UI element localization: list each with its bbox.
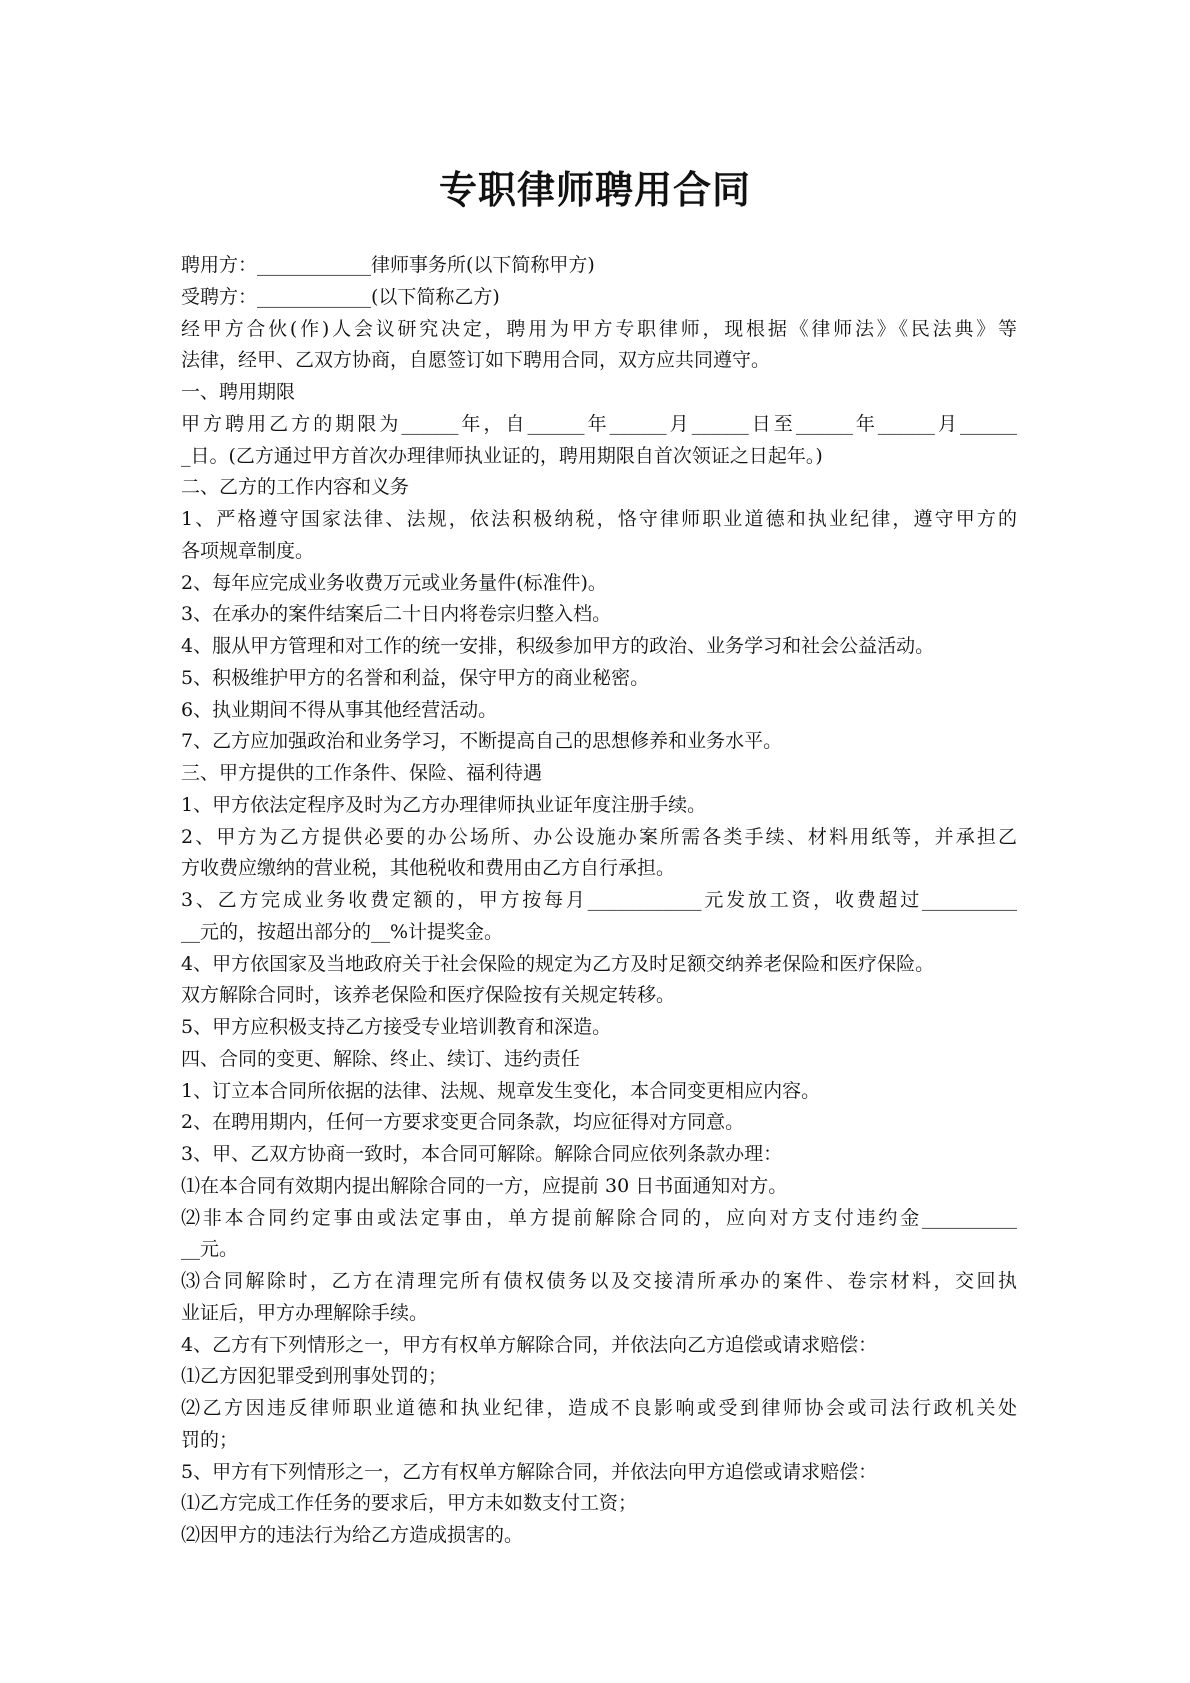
- paragraph-line: 3、乙方完成业务收费定额的，甲方按每月____________元发放工资，收费超过__________: [181, 889, 1017, 911]
- paragraph-line: ⑵非本合同约定事由或法定事由，单方提前解除合同的，应向对方支付违约金__________: [181, 1206, 1017, 1229]
- paragraph-line: 法律，经甲、乙双方协商，自愿签订如下聘用合同，双方应共同遵守。: [181, 349, 771, 372]
- paragraph-line: 甲方聘用乙方的期限为______年，自______年______月______日至______年______月______: [181, 412, 1017, 435]
- paragraph-line: 1、甲方依法定程序及时为乙方办理律师执业证年度注册手续。: [181, 793, 707, 816]
- paragraph-line: 一、聘用期限: [181, 381, 296, 403]
- paragraph-line: 各项规章制度。: [181, 539, 315, 562]
- paragraph-line: 4、甲方依国家及当地政府关于社会保险的规定为乙方及时足额交纳养老保险和医疗保险。: [181, 952, 935, 975]
- paragraph-line: 6、执业期间不得从事其他经营活动。: [181, 698, 498, 721]
- paragraph-line: __元的，按超出部分的__%计提奖金。: [181, 920, 504, 943]
- paragraph-line: 2、每年应完成业务收费万元或业务量件(标准件)。: [181, 571, 607, 594]
- paragraph-line: ⑴在本合同有效期内提出解除合同的一方，应提前 30 日书面通知对方。: [181, 1174, 788, 1197]
- paragraph-line: 5、积极维护甲方的名誉和利益，保守甲方的商业秘密。: [181, 666, 650, 689]
- paragraph-line: 3、在承办的案件结案后二十日内将卷宗归整入档。: [181, 603, 612, 626]
- paragraph-line: 受聘方：____________(以下简称乙方): [181, 285, 500, 308]
- paragraph-line: 2、甲方为乙方提供必要的办公场所、办公设施办案所需各类手续、材料用纸等，并承担乙: [181, 825, 1017, 848]
- paragraph-line: ⑴乙方完成工作任务的要求后，甲方未如数支付工资；: [181, 1492, 638, 1515]
- paragraph-line: ⑴乙方因犯罪受到刑事处罚的；: [181, 1365, 448, 1388]
- paragraph-line: ⑶合同解除时，乙方在清理完所有债权债务以及交接清所承办的案件、卷宗材料，交回执: [181, 1270, 1017, 1292]
- paragraph-line: 三、甲方提供的工作条件、保险、福利待遇: [181, 762, 543, 784]
- paragraph-line: 四、合同的变更、解除、终止、续订、违约责任: [181, 1047, 581, 1070]
- paragraph-line: 1、订立本合同所依据的法律、法规、规章发生变化，本合同变更相应内容。: [181, 1079, 821, 1102]
- paragraph-line: 3、甲、乙双方协商一致时，本合同可解除。解除合同应依列条款办理：: [181, 1143, 783, 1165]
- paragraph-line: 业证后，甲方办理解除手续。: [181, 1301, 429, 1324]
- paragraph-line: ⑵因甲方的违法行为给乙方造成损害的。: [181, 1524, 524, 1546]
- paragraph-line: 5、甲方应积极支持乙方接受专业培训教育和深造。: [181, 1016, 612, 1038]
- paragraph-line: 二、乙方的工作内容和义务: [181, 476, 410, 499]
- paragraph-line: 1、严格遵守国家法律、法规，依法积极纳税，恪守律师职业道德和执业纪律，遵守甲方的: [181, 508, 1017, 530]
- paragraph-line: 5、甲方有下列情形之一，乙方有权单方解除合同，并依法向甲方追偿或请求赔偿：: [181, 1460, 878, 1483]
- paragraph-line: 4、服从甲方管理和对工作的统一安排，积级参加甲方的政治、业务学习和社会公益活动。: [181, 635, 935, 657]
- paragraph-line: 2、在聘用期内，任何一方要求变更合同条款，均应征得对方同意。: [181, 1111, 745, 1134]
- paragraph-line: 4、乙方有下列情形之一，甲方有权单方解除合同，并依法向乙方追偿或请求赔偿：: [181, 1333, 878, 1356]
- paragraph-line: 7、乙方应加强政治和业务学习，不断提高自己的思想修养和业务水平。: [181, 730, 783, 753]
- document-title: 专职律师聘用合同: [438, 168, 751, 212]
- paragraph-line: __元。: [181, 1238, 239, 1261]
- paragraph-line: 双方解除合同时，该养老保险和医疗保险按有关规定转移。: [181, 984, 676, 1007]
- paragraph-line: 方收费应缴纳的营业税，其他税收和费用由乙方自行承担。: [181, 857, 676, 880]
- paragraph-line: 经甲方合伙(作)人会议研究决定，聘用为甲方专职律师，现根据《律师法》《民法典》等: [181, 317, 1017, 340]
- paragraph-line: ⑵乙方因违反律师职业道德和执业纪律，造成不良影响或受到律师协会或司法行政机关处: [181, 1397, 1017, 1419]
- paragraph-line: 聘用方：____________律师事务所(以下简称甲方): [181, 254, 595, 276]
- paragraph-line: 罚的；: [181, 1428, 239, 1451]
- document-body: [181, 250, 1017, 1552]
- paragraph-line: _日。(乙方通过甲方首次办理律师执业证的，聘用期限自首次领证之日起年。): [181, 444, 823, 467]
